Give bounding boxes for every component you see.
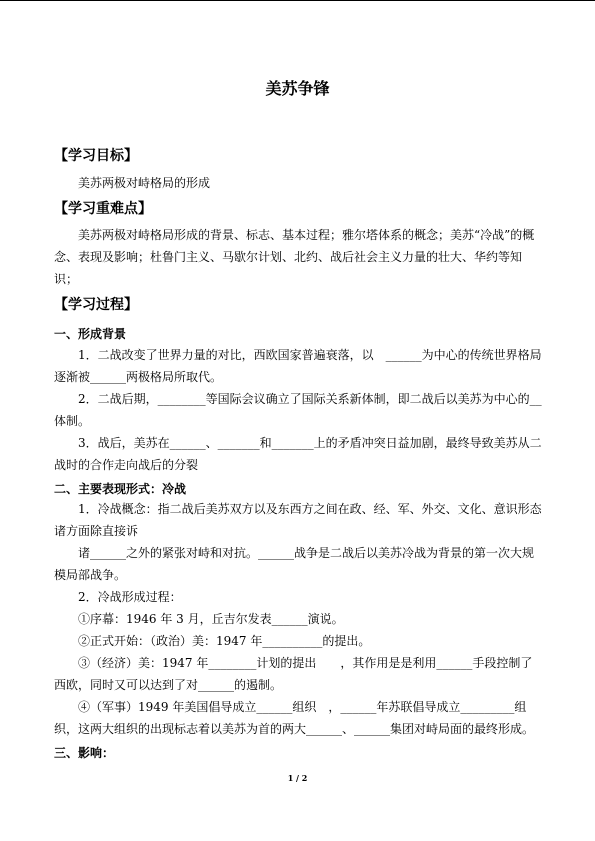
section-1-heading: 一、形成背景: [54, 327, 127, 341]
page-title: 美苏争锋: [265, 79, 330, 98]
section-2-item-2: 2．冷战形成过程：: [78, 590, 182, 604]
section-1-item-2: 2．二战后期，________等国际会议确立了国际关系新体制，即二战后以美苏为中心的__体制。: [54, 392, 542, 428]
goal-text: 美苏两极对峙格局的形成: [78, 176, 211, 190]
section-2-item-1: 1．冷战概念：指二战后美苏双方以及东西方之间在政、经、军、外交、文化、意识形态诸方面除直接诉: [54, 502, 542, 538]
process-heading: 【学习过程】: [54, 297, 138, 313]
section-2-step-3: ③（经济）美：1947 年________计划的提出 ，其作用是是利用______手段控制了西欧，同时又可以达到了对______的遏制。: [54, 656, 533, 692]
goal-heading: 【学习目标】: [54, 148, 138, 164]
section-2-step-1: ①序幕：1946 年 3 月，丘吉尔发表______演说。: [78, 612, 344, 626]
section-2-item-1-cont: 诸______之外的紧张对峙和对抗。______战争是二战后以美苏冷战为背景的第一次大规模局部战争。: [54, 546, 535, 582]
keypoints-text: 美苏两极对峙格局形成的背景、标志、基本过程；雅尔塔体系的概念；美苏“冷战”的概念、表现及影响；杜鲁门主义、马歇尔计划、北约、战后社会主义力量的壮大、华约等知识；: [54, 228, 535, 286]
section-2-step-4: ④（军事）1949 年美国倡导成立______组织 ，______年苏联倡导成立_________组织，这两大组织的出现标志着以美苏为首的两大______、______集团对峙局面的最终形成。: [54, 700, 535, 736]
section-2-heading: 二、主要表现形式：冷战: [54, 482, 187, 496]
page-top-border: [0, 0, 595, 1]
keypoints-heading: 【学习重难点】: [54, 201, 152, 217]
section-2-step-2: ②正式开始：（政治）美：1947 年__________的提出。: [78, 634, 371, 648]
section-1-item-3: 3．战后，美苏在______、_______和_______上的矛盾冲突日益加剧，最终导致美苏从二战时的合作走向战后的分裂: [54, 436, 542, 472]
section-1-item-1: 1．二战改变了世界力量的对比，西欧国家普遍衰落，以 ______为中心的传统世界格局逐渐被______两极格局所取代。: [54, 348, 542, 384]
section-3-heading: 三、影响：: [54, 746, 115, 760]
page-number: 1 / 2: [287, 773, 308, 783]
